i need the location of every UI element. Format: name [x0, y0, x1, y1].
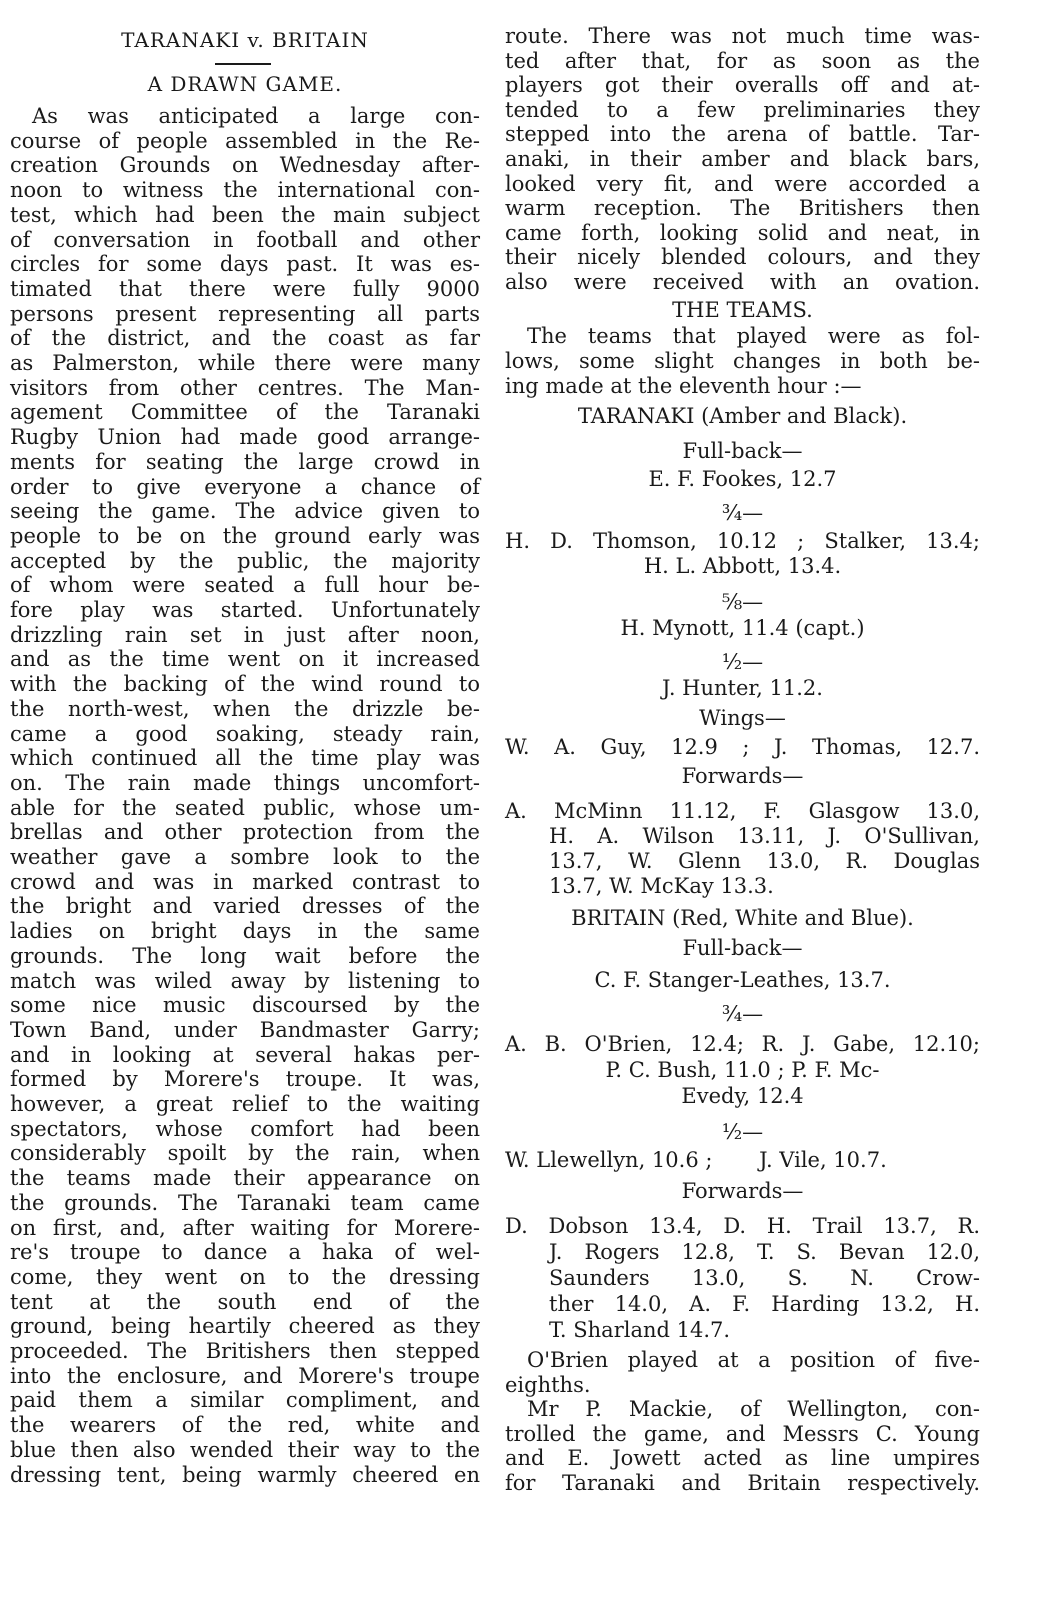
- text-line: trolled the game, and Messrs C. Young: [505, 1421, 980, 1446]
- britain-forwards-label: Forwards—: [681, 1179, 804, 1203]
- teams-heading: THE TEAMS.: [672, 298, 813, 322]
- text-line: which continued all the time play was: [10, 746, 480, 771]
- britain-fullback-label: Full-back—: [682, 936, 803, 960]
- text-line: fore play was started. Unfortunately: [10, 598, 480, 622]
- text-line: brellas and other protection from the: [10, 820, 480, 845]
- text-line: the wearers of the red, white and: [10, 1413, 480, 1438]
- taranaki-three-quarters-line-1: H. D. Thomson, 10.12 ; Stalker, 13.4;: [505, 529, 980, 553]
- taranaki-fullback-label: Full-back—: [682, 439, 803, 463]
- text-line: agement Committee of the Taranaki: [10, 400, 480, 425]
- text-line: test, which had been the main subject: [10, 202, 480, 227]
- text-line: the teams made their appearance on: [10, 1166, 480, 1191]
- text-line: Town Band, under Bandmaster Garry;: [10, 1017, 480, 1042]
- text-line: noon to witness the international con-: [10, 178, 480, 203]
- headline-rule: [215, 63, 271, 65]
- text-line: came forth, looking solid and neat, in: [505, 220, 980, 245]
- text-line: O'Brien played at a position of five-: [527, 1348, 980, 1372]
- britain-half-label: ½—: [721, 1120, 764, 1144]
- taranaki-three-quarters-line-2: H. L. Abbott, 13.4.: [643, 554, 842, 578]
- taranaki-five-eighths-label: ⅝—: [721, 590, 764, 614]
- text-line: on first, and, after waiting for Morere-: [10, 1215, 480, 1240]
- text-line: tent at the south end of the: [10, 1289, 480, 1314]
- text-line: re's troupe to dance a haka of wel-: [10, 1240, 480, 1265]
- text-line: looked very fit, and were accorded a: [505, 171, 980, 196]
- text-line: the north-west, when the drizzle be-: [10, 696, 480, 721]
- taranaki-forwards-label: Forwards—: [681, 764, 804, 788]
- text-line: ted after that, for as soon as the: [505, 48, 980, 73]
- text-line: anaki, in their amber and black bars,: [505, 147, 980, 171]
- taranaki-fullback: E. F. Fookes, 12.7: [648, 467, 837, 491]
- text-line: came a good soaking, steady rain,: [10, 721, 480, 746]
- taranaki-wings-label: Wings—: [699, 706, 786, 730]
- text-line: of whom were seated a full hour be-: [10, 573, 480, 598]
- text-line: of the district, and the coast as far: [10, 326, 480, 351]
- text-line: players got their overalls off and at-: [505, 73, 980, 98]
- text-line: 13.7, W. McKay 13.3.: [549, 874, 774, 898]
- text-line: tended to a few preliminaries they: [505, 97, 980, 122]
- text-line: the grounds. The Taranaki team came: [10, 1190, 480, 1215]
- text-line: persons present representing all parts: [10, 301, 480, 326]
- text-line: Rugby Union had made good arrange-: [10, 425, 480, 450]
- britain-fullback: C. F. Stanger-Leathes, 13.7.: [594, 968, 891, 992]
- text-line: paid them a similar compliment, and: [10, 1388, 480, 1413]
- text-line: visitors from other centres. The Man-: [10, 375, 480, 400]
- text-line: eighths.: [505, 1372, 591, 1397]
- text-line: considerably spoilt by the rain, when: [10, 1141, 480, 1166]
- text-line: route. There was not much time was-: [505, 24, 980, 48]
- text-line: circles for some days past. It was es-: [10, 252, 480, 277]
- text-line: crowd and was in marked contrast to: [10, 869, 480, 894]
- taranaki-wings: W. A. Guy, 12.9 ; J. Thomas, 12.7.: [505, 735, 980, 759]
- text-line: stepped into the arena of battle. Tar-: [505, 122, 980, 147]
- text-line: people to be on the ground early was: [10, 523, 480, 548]
- text-line: Mr P. Mackie, of Wellington, con-: [527, 1397, 980, 1421]
- text-line: of conversation in football and other: [10, 227, 480, 252]
- text-line: seeing the game. The advice given to: [10, 499, 480, 524]
- text-line: accepted by the public, the majority: [10, 548, 480, 573]
- text-line: proceeded. The Britishers then stepped: [10, 1339, 480, 1363]
- britain-heading: BRITAIN (Red, White and Blue).: [571, 906, 914, 930]
- text-line: however, a great relief to the waiting: [10, 1092, 480, 1116]
- britain-half: W. Llewellyn, 10.6 ; J. Vile, 10.7.: [505, 1148, 887, 1172]
- text-line: ing made at the eleventh hour :—: [505, 374, 862, 398]
- text-line: for Taranaki and Britain respectively.: [505, 1470, 980, 1495]
- text-line: A. McMinn 11.12, F. Glasgow 13.0,: [505, 799, 980, 823]
- text-line: their nicely blended colours, and they: [505, 245, 980, 270]
- text-line: The teams that played were as fol-: [527, 324, 980, 348]
- britain-three-quarters-line-2: P. C. Bush, 11.0 ; P. F. Mc-: [605, 1058, 880, 1082]
- text-line: ground, being heartily cheered as they: [10, 1314, 480, 1339]
- britain-three-quarters-line-1: A. B. O'Brien, 12.4; R. J. Gabe, 12.10;: [505, 1032, 980, 1056]
- text-line: and in looking at several hakas per-: [10, 1042, 480, 1067]
- text-line: some nice music discoursed by the: [10, 993, 480, 1018]
- subhead: A DRAWN GAME.: [147, 72, 343, 96]
- text-line: 13.7, W. Glenn 13.0, R. Douglas: [549, 849, 980, 873]
- text-line: drizzling rain set in just after noon,: [10, 622, 480, 647]
- text-line: match was wiled away by listening to: [10, 968, 480, 993]
- britain-three-quarters-line-3: Evedy, 12.4: [681, 1084, 804, 1108]
- text-line: T. Sharland 14.7.: [549, 1318, 731, 1342]
- text-line: and as the time went on it increased: [10, 647, 480, 672]
- text-line: the bright and varied dresses of the: [10, 894, 480, 919]
- text-line: on. The rain made things uncomfort-: [10, 770, 480, 795]
- text-line: dressing tent, being warmly cheered en: [10, 1462, 480, 1487]
- taranaki-half: J. Hunter, 11.2.: [662, 676, 823, 700]
- text-line: as Palmerston, while there were many: [10, 351, 480, 375]
- britain-three-quarters-label: ¾—: [721, 1002, 764, 1026]
- text-line: ladies on bright days in the same: [10, 919, 480, 944]
- text-line: grounds. The long wait before the: [10, 943, 480, 968]
- text-line: ments for seating the large crowd in: [10, 449, 480, 474]
- text-line: H. A. Wilson 13.11, J. O'Sullivan,: [549, 824, 980, 848]
- text-line: also were received with an ovation.: [505, 270, 980, 294]
- text-line: J. Rogers 12.8, T. S. Bevan 12.0,: [549, 1240, 980, 1264]
- headline: TARANAKI v. BRITAIN: [121, 28, 369, 52]
- text-line: and E. Jowett acted as line umpires: [505, 1446, 980, 1470]
- text-line: lows, some slight changes in both be-: [505, 349, 980, 373]
- taranaki-heading: TARANAKI (Amber and Black).: [577, 404, 908, 428]
- text-line: D. Dobson 13.4, D. H. Trail 13.7, R.: [505, 1214, 980, 1238]
- text-line: As was anticipated a large con-: [32, 104, 480, 128]
- text-line: course of people assembled in the Re-: [10, 128, 480, 153]
- text-line: timated that there were fully 9000: [10, 276, 480, 301]
- text-line: spectators, whose comfort had been: [10, 1116, 480, 1141]
- text-line: order to give everyone a chance of: [10, 474, 480, 499]
- text-line: warm reception. The Britishers then: [505, 196, 980, 221]
- text-line: Saunders 13.0, S. N. Crow-: [549, 1266, 980, 1290]
- text-line: weather gave a sombre look to the: [10, 845, 480, 869]
- text-line: formed by Morere's troupe. It was,: [10, 1067, 480, 1092]
- text-line: creation Grounds on Wednesday after-: [10, 153, 480, 178]
- text-line: able for the seated public, whose um-: [10, 795, 480, 820]
- text-line: with the backing of the wind round to: [10, 672, 480, 697]
- text-line: ther 14.0, A. F. Harding 13.2, H.: [549, 1292, 980, 1316]
- taranaki-three-quarters-label: ¾—: [721, 501, 764, 525]
- text-line: blue then also wended their way to the: [10, 1437, 480, 1462]
- text-line: into the enclosure, and Morere's troupe: [10, 1363, 480, 1388]
- taranaki-half-label: ½—: [721, 650, 764, 674]
- text-line: come, they went on to the dressing: [10, 1264, 480, 1289]
- taranaki-five-eighths: H. Mynott, 11.4 (capt.): [620, 616, 865, 640]
